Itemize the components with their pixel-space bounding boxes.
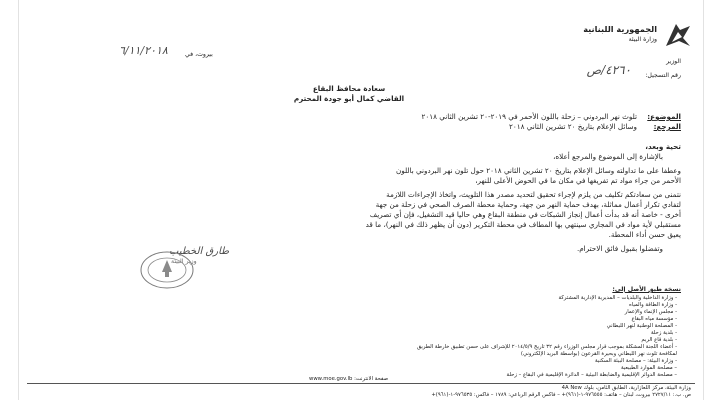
signature-title: وزير البيئة bbox=[171, 258, 197, 265]
copies-item: - وزارة الطاقة والمياه bbox=[629, 302, 677, 308]
city-date-label: بيروت، في bbox=[185, 51, 213, 58]
reference-label: المرجع: bbox=[653, 122, 681, 131]
addressee-line-2: القاضي كمال أبو جودة المحترم bbox=[293, 94, 405, 103]
ministry-name: وزارة البيئة bbox=[628, 36, 657, 43]
reference-text: وسائل الإعلام بتاريخ ٢٠ تشرين الثاني ٢٠١٨ bbox=[508, 122, 637, 131]
paragraph-2-line: أخرى - خاصة أنه قد بدأت أعمال إنجاز الشبكات في منطقة البقاع وهي حاليا قيد التشغيل، فإن أي تصريف bbox=[369, 210, 681, 219]
copies-item: - مؤسسة مياه البقاع bbox=[631, 316, 677, 322]
paragraph-2-line: نتمنى من سعادتكم تكليف من يلزم لإجراء تحقيق لتحديد مصدر هذا التلويث، واتخاذ الإجراءات اللازمة bbox=[386, 190, 681, 199]
subject-text: تلوث نهر البردوني – زحلة باللون الأحمر في ٢٠١٩-٢٠ تشرين الثاني ٢٠١٨ bbox=[421, 112, 637, 121]
footer-contact: ص. ب.: ٢٧٢٧/١١ بيروت، لبنان – هاتف: ٩٧٦٥٥٥-١-(٩٦١)+ – فاكس الرقم الرباعي: ١٧٨٩ – فاكس: ٩٧٦٥٣٥-١-(٩٦١)+ bbox=[431, 392, 691, 398]
copies-item: – مصلحة الموارد الطبيعية bbox=[620, 365, 677, 371]
greeting: تحية وبعد، bbox=[645, 142, 681, 151]
copies-item: - أعضاء اللجنة المشكلة بموجب قرار مجلس الوزراء رقم ٣٢ تاريخ ٢٠١٤/٥/٩ للإشراف على حسن تطبيق خارطة الطريق bbox=[416, 344, 677, 350]
subject-label: الموضوع: bbox=[647, 112, 681, 121]
copies-item: - وزارة الداخلية والبلديات – المديرية الإدارية المشتركة bbox=[558, 295, 677, 301]
copies-item: – مصلحة الدوائر الإقليمية والضابطة البيئية – الدائرة الإقليمية في البقاع – زحلة bbox=[506, 372, 677, 378]
copies-title: نسخة طبق الأصل إلى: bbox=[612, 286, 681, 293]
paragraph-2-line: لتفادي تكرار أعمال مماثلة، بهدف حماية النهر من جهة، وحماية محطة الصرف الصحي في زحلة من جهة bbox=[375, 200, 681, 209]
copies-item: - بلدية قاع الريم bbox=[641, 337, 677, 343]
registration-label: رقم التسجيل: bbox=[645, 72, 681, 79]
paragraph-2-line: مستقبلي لأية مواد في المجاري سينتهي بها المطاف في محطة التكرير (دون أن يظهر ذلك في النهر)، ما قد bbox=[365, 220, 681, 229]
signature-handwritten: طارق الخطيب bbox=[169, 246, 230, 257]
paragraph-2-line: يعيق حسن أداء المحطة. bbox=[608, 230, 681, 239]
copies-item: - بلدية زحلة bbox=[650, 330, 677, 336]
ministry-logo-icon bbox=[663, 20, 693, 50]
copies-item: لمكافحة تلوث نهر الليطاني وبحيرة القرعون (بواسطة البريد الإلكتروني) bbox=[520, 351, 677, 357]
footer-divider bbox=[27, 383, 695, 384]
copies-item: - المصلحة الوطنية لنهر الليطاني bbox=[606, 323, 677, 329]
copies-item: - وزارة البيئة: – مصلحة البيئة السكنية bbox=[594, 358, 677, 364]
closing-line: وتفضلوا بقبول فائق الاحترام. bbox=[576, 244, 663, 253]
footer-address: وزارة البيئة، مركز اللعازارية، الطابق الثامن، بلوك 4A New bbox=[561, 385, 691, 391]
paragraph-1-line: وعطفا على ما تداولته وسائل الإعلام بتاريخ ٢٠ تشرين الثاني ٢٠١٨ حول تلون نهر البردوني باللون bbox=[396, 166, 681, 175]
date-handwritten: ٦/١١/٢٠١٨ bbox=[119, 44, 168, 57]
letter-page bbox=[18, 0, 704, 400]
republic-title: الجمهورية اللبنانية bbox=[583, 24, 657, 34]
addressee-line-1: سعادة محافظ البقاع bbox=[312, 84, 386, 93]
footer-website: صفحة الانترنت: www.moe.gov.lb bbox=[309, 376, 389, 382]
minister-label: الوزير bbox=[666, 58, 681, 65]
paragraph-1-line: الأحمر من جراء مواد تم تفريغها في مكان ما في الحوض الأعلى للنهر، bbox=[475, 176, 681, 185]
registration-number-handwritten: ٤٢٦٠/ص bbox=[586, 63, 631, 77]
official-stamp-icon bbox=[139, 250, 195, 290]
copies-item: - مجلس الإنماء والإعمار bbox=[624, 309, 677, 315]
intro-line: بالإشارة إلى الموضوع والمرجع أعلاه، bbox=[553, 152, 663, 161]
